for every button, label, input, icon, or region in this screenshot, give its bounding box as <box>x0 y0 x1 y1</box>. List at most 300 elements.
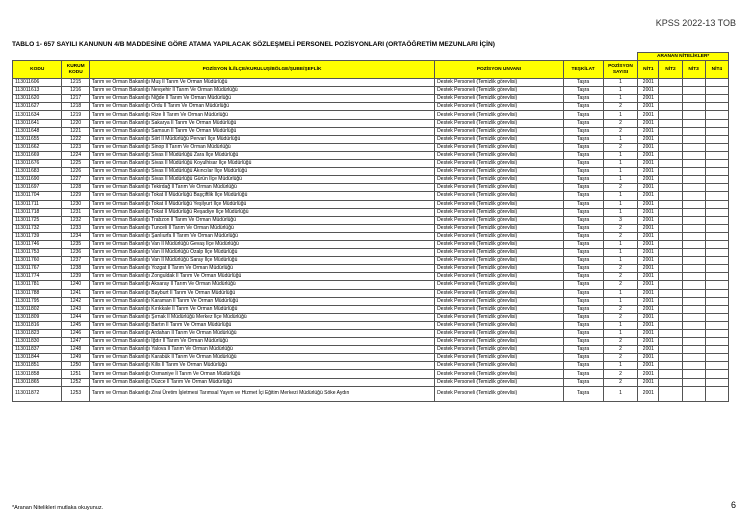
cell-empty <box>659 249 682 257</box>
table-row <box>13 321 729 329</box>
page-number: 6 <box>730 500 736 510</box>
cell-nit1: 2001 <box>638 224 659 232</box>
cell-empty <box>705 338 728 346</box>
cell-empty <box>705 224 728 232</box>
cell-organization: Taşra <box>563 143 603 151</box>
cell-organization: Taşra <box>563 305 603 313</box>
cell-organization: Taşra <box>563 160 603 168</box>
cell-empty <box>682 354 705 362</box>
cell-institution-code: 1252 <box>62 378 89 386</box>
cell-code: 113011865 <box>13 378 62 386</box>
cell-empty <box>705 87 728 95</box>
column-header: POZİSYON SAYISI <box>603 61 638 79</box>
cell-empty <box>705 354 728 362</box>
cell-position-count: 1 <box>603 297 638 305</box>
cell-organization: Taşra <box>563 127 603 135</box>
cell-code: 113011683 <box>13 168 62 176</box>
cell-position-title: Destek Personeli (Temizlik görevlisi) <box>435 321 563 329</box>
cell-nit1: 2001 <box>638 216 659 224</box>
cell-position-location: Tarım ve Orman Bakanlığı Zirai Üretim İşletmesi Tarımsal Yayım ve Hizmet İçi Eğitim Merkezi Müdürlüğü Söke Aydın <box>89 386 434 401</box>
cell-position-title: Destek Personeli (Temizlik görevlisi) <box>435 313 563 321</box>
cell-empty <box>659 305 682 313</box>
table-row <box>13 249 729 257</box>
cell-nit1: 2001 <box>638 257 659 265</box>
column-header: NİT2 <box>659 61 682 79</box>
cell-empty <box>705 249 728 257</box>
table-row <box>13 354 729 362</box>
cell-position-title: Destek Personeli (Temizlik görevlisi) <box>435 79 563 87</box>
table-row <box>13 111 729 119</box>
table-row <box>13 232 729 240</box>
cell-empty <box>705 313 728 321</box>
table-row <box>13 305 729 313</box>
column-header: TEŞKİLAT <box>563 61 603 79</box>
cell-empty <box>659 370 682 378</box>
cell-empty <box>659 200 682 208</box>
cell-nit1: 2001 <box>638 200 659 208</box>
cell-empty <box>659 176 682 184</box>
cell-position-count: 1 <box>603 386 638 401</box>
cell-position-location: Tarım ve Orman Bakanlığı Trabzon İl Tarım Ve Orman Müdürlüğü <box>89 216 434 224</box>
cell-institution-code: 1235 <box>62 240 89 248</box>
cell-institution-code: 1227 <box>62 176 89 184</box>
cell-empty <box>705 160 728 168</box>
cell-position-count: 2 <box>603 224 638 232</box>
cell-institution-code: 1229 <box>62 192 89 200</box>
cell-position-location: Tarım ve Orman Bakanlığı Kırıkkale İl Tarım Ve Orman Müdürlüğü <box>89 305 434 313</box>
table-row <box>13 176 729 184</box>
cell-organization: Taşra <box>563 354 603 362</box>
cell-position-title: Destek Personeli (Temizlik görevlisi) <box>435 330 563 338</box>
cell-nit1: 2001 <box>638 289 659 297</box>
cell-position-count: 1 <box>603 321 638 329</box>
column-header: KURUM KODU <box>62 61 89 79</box>
cell-empty <box>705 168 728 176</box>
table-row <box>13 184 729 192</box>
document-code: KPSS 2022-13 TOB <box>655 18 736 28</box>
cell-code: 113011613 <box>13 87 62 95</box>
cell-empty <box>682 79 705 87</box>
table-body <box>13 79 729 402</box>
cell-empty <box>659 354 682 362</box>
cell-position-location: Tarım ve Orman Bakanlığı Sivas İl Müdürlüğü Zara İlçe Müdürlüğü <box>89 151 434 159</box>
column-header: NİT3 <box>682 61 705 79</box>
cell-organization: Taşra <box>563 378 603 386</box>
cell-institution-code: 1230 <box>62 200 89 208</box>
cell-empty <box>682 240 705 248</box>
cell-position-count: 1 <box>603 200 638 208</box>
table-row <box>13 135 729 143</box>
table-row <box>13 338 729 346</box>
cell-position-count: 2 <box>603 346 638 354</box>
cell-nit1: 2001 <box>638 386 659 401</box>
table-row <box>13 208 729 216</box>
cell-code: 113011697 <box>13 184 62 192</box>
cell-empty <box>682 305 705 313</box>
cell-empty <box>659 297 682 305</box>
cell-empty <box>659 87 682 95</box>
cell-code: 113011851 <box>13 362 62 370</box>
cell-position-title: Destek Personeli (Temizlik görevlisi) <box>435 289 563 297</box>
cell-position-location: Tarım ve Orman Bakanlığı Kilis İl Tarım Ve Orman Müdürlüğü <box>89 362 434 370</box>
cell-code: 113011788 <box>13 289 62 297</box>
cell-institution-code: 1237 <box>62 257 89 265</box>
cell-code: 113011690 <box>13 176 62 184</box>
cell-code: 113011816 <box>13 321 62 329</box>
cell-empty <box>682 330 705 338</box>
cell-empty <box>659 257 682 265</box>
cell-organization: Taşra <box>563 386 603 401</box>
cell-code: 113011802 <box>13 305 62 313</box>
cell-institution-code: 1225 <box>62 160 89 168</box>
cell-code: 113011858 <box>13 370 62 378</box>
cell-position-count: 1 <box>603 192 638 200</box>
cell-code: 113011795 <box>13 297 62 305</box>
cell-position-title: Destek Personeli (Temizlik görevlisi) <box>435 151 563 159</box>
cell-position-title: Destek Personeli (Temizlik görevlisi) <box>435 370 563 378</box>
table-row <box>13 289 729 297</box>
cell-institution-code: 1219 <box>62 111 89 119</box>
cell-empty <box>682 200 705 208</box>
cell-empty <box>705 273 728 281</box>
cell-nit1: 2001 <box>638 87 659 95</box>
cell-position-title: Destek Personeli (Temizlik görevlisi) <box>435 232 563 240</box>
cell-nit1: 2001 <box>638 249 659 257</box>
cell-empty <box>659 184 682 192</box>
cell-institution-code: 1251 <box>62 370 89 378</box>
cell-empty <box>682 346 705 354</box>
table-row <box>13 224 729 232</box>
cell-position-title: Destek Personeli (Temizlik görevlisi) <box>435 111 563 119</box>
cell-organization: Taşra <box>563 249 603 257</box>
cell-empty <box>705 151 728 159</box>
cell-organization: Taşra <box>563 119 603 127</box>
cell-empty <box>682 249 705 257</box>
cell-organization: Taşra <box>563 224 603 232</box>
cell-organization: Taşra <box>563 135 603 143</box>
cell-empty <box>682 265 705 273</box>
cell-position-location: Tarım ve Orman Bakanlığı Iğdır İl Tarım Ve Orman Müdürlüğü <box>89 338 434 346</box>
cell-code: 113011655 <box>13 135 62 143</box>
cell-position-location: Tarım ve Orman Bakanlığı Sivas İl Müdürlüğü Koyulhisar İlçe Müdürlüğü <box>89 160 434 168</box>
cell-position-count: 2 <box>603 305 638 313</box>
cell-position-location: Tarım ve Orman Bakanlığı Muş İl Tarım Ve Orman Müdürlüğü <box>89 79 434 87</box>
cell-position-title: Destek Personeli (Temizlik görevlisi) <box>435 135 563 143</box>
cell-empty <box>682 362 705 370</box>
table-row <box>13 265 729 273</box>
cell-position-title: Destek Personeli (Temizlik görevlisi) <box>435 338 563 346</box>
cell-organization: Taşra <box>563 208 603 216</box>
table-row <box>13 192 729 200</box>
cell-institution-code: 1232 <box>62 216 89 224</box>
cell-nit1: 2001 <box>638 103 659 111</box>
cell-position-count: 2 <box>603 127 638 135</box>
cell-nit1: 2001 <box>638 119 659 127</box>
cell-position-location: Tarım ve Orman Bakanlığı Tokat İl Müdürlüğü Başçiftlik İlçe Müdürlüğü <box>89 192 434 200</box>
cell-organization: Taşra <box>563 281 603 289</box>
cell-position-location: Tarım ve Orman Bakanlığı Yalova İl Tarım Ve Orman Müdürlüğü <box>89 346 434 354</box>
cell-institution-code: 1220 <box>62 119 89 127</box>
cell-empty <box>659 281 682 289</box>
cell-empty <box>659 362 682 370</box>
cell-position-count: 1 <box>603 95 638 103</box>
cell-position-location: Tarım ve Orman Bakanlığı Sivas İl Müdürlüğü Gürün İlçe Müdürlüğü <box>89 176 434 184</box>
cell-nit1: 2001 <box>638 127 659 135</box>
cell-code: 113011872 <box>13 386 62 401</box>
cell-institution-code: 1218 <box>62 103 89 111</box>
cell-position-location: Tarım ve Orman Bakanlığı Şanlıurfa İl Tarım Ve Orman Müdürlüğü <box>89 232 434 240</box>
cell-empty <box>705 111 728 119</box>
cell-empty <box>682 192 705 200</box>
cell-empty <box>659 378 682 386</box>
cell-organization: Taşra <box>563 87 603 95</box>
cell-empty <box>659 346 682 354</box>
cell-position-location: Tarım ve Orman Bakanlığı Nevşehir İl Tarım Ve Orman Müdürlüğü <box>89 87 434 95</box>
cell-empty <box>659 160 682 168</box>
cell-code: 113011718 <box>13 208 62 216</box>
cell-institution-code: 1223 <box>62 143 89 151</box>
cell-organization: Taşra <box>563 216 603 224</box>
cell-position-count: 2 <box>603 119 638 127</box>
cell-position-count: 1 <box>603 135 638 143</box>
cell-organization: Taşra <box>563 370 603 378</box>
cell-empty <box>705 378 728 386</box>
cell-organization: Taşra <box>563 346 603 354</box>
cell-position-title: Destek Personeli (Temizlik görevlisi) <box>435 305 563 313</box>
cell-position-count: 1 <box>603 111 638 119</box>
cell-position-location: Tarım ve Orman Bakanlığı Van İl Müdürlüğü Gevaş İlçe Müdürlüğü <box>89 240 434 248</box>
cell-position-count: 1 <box>603 257 638 265</box>
cell-position-count: 3 <box>603 216 638 224</box>
cell-position-count: 2 <box>603 103 638 111</box>
cell-position-title: Destek Personeli (Temizlik görevlisi) <box>435 127 563 135</box>
cell-position-count: 1 <box>603 330 638 338</box>
cell-position-location: Tarım ve Orman Bakanlığı Ordu İl Tarım Ve Orman Müdürlüğü <box>89 103 434 111</box>
cell-institution-code: 1217 <box>62 95 89 103</box>
cell-organization: Taşra <box>563 297 603 305</box>
cell-empty <box>682 184 705 192</box>
cell-empty <box>705 330 728 338</box>
table-row <box>13 87 729 95</box>
cell-position-count: 2 <box>603 354 638 362</box>
cell-code: 113011781 <box>13 281 62 289</box>
table-row <box>13 257 729 265</box>
cell-position-location: Tarım ve Orman Bakanlığı Ardahan İl Tarım Ve Orman Müdürlüğü <box>89 330 434 338</box>
cell-position-title: Destek Personeli (Temizlik görevlisi) <box>435 143 563 151</box>
cell-position-location: Tarım ve Orman Bakanlığı Yozgat İl Tarım Ve Orman Müdürlüğü <box>89 265 434 273</box>
cell-empty <box>659 240 682 248</box>
cell-institution-code: 1242 <box>62 297 89 305</box>
cell-position-title: Destek Personeli (Temizlik görevlisi) <box>435 386 563 401</box>
cell-position-count: 2 <box>603 378 638 386</box>
cell-empty <box>705 265 728 273</box>
table-row <box>13 127 729 135</box>
cell-empty <box>682 232 705 240</box>
cell-position-count: 2 <box>603 265 638 273</box>
cell-organization: Taşra <box>563 192 603 200</box>
table-row <box>13 281 729 289</box>
cell-empty <box>705 281 728 289</box>
cell-nit1: 2001 <box>638 321 659 329</box>
cell-institution-code: 1241 <box>62 289 89 297</box>
cell-position-count: 2 <box>603 232 638 240</box>
cell-nit1: 2001 <box>638 330 659 338</box>
cell-empty <box>659 95 682 103</box>
cell-code: 113011676 <box>13 160 62 168</box>
cell-empty <box>659 386 682 401</box>
footer-note: *Aranan Nitelikleri mutlaka okuyunuz. <box>12 505 104 511</box>
cell-position-title: Destek Personeli (Temizlik görevlisi) <box>435 119 563 127</box>
cell-position-title: Destek Personeli (Temizlik görevlisi) <box>435 273 563 281</box>
cell-nit1: 2001 <box>638 184 659 192</box>
cell-nit1: 2001 <box>638 192 659 200</box>
cell-nit1: 2001 <box>638 273 659 281</box>
cell-nit1: 2001 <box>638 354 659 362</box>
cell-position-location: Tarım ve Orman Bakanlığı Sivas İl Müdürlüğü Akıncılar İlçe Müdürlüğü <box>89 168 434 176</box>
cell-empty <box>682 297 705 305</box>
cell-position-count: 1 <box>603 249 638 257</box>
column-header: POZİSYON İL/İLÇE/KURULUŞ/BÖLGE/ŞUBE/ŞEFLİK <box>89 61 434 79</box>
cell-empty <box>705 257 728 265</box>
table-row <box>13 386 729 401</box>
cell-empty <box>659 273 682 281</box>
cell-position-title: Destek Personeli (Temizlik görevlisi) <box>435 184 563 192</box>
cell-empty <box>659 168 682 176</box>
table-row <box>13 143 729 151</box>
cell-empty <box>705 184 728 192</box>
cell-position-title: Destek Personeli (Temizlik görevlisi) <box>435 265 563 273</box>
cell-empty <box>682 208 705 216</box>
cell-code: 113011746 <box>13 240 62 248</box>
cell-institution-code: 1253 <box>62 386 89 401</box>
cell-position-count: 1 <box>603 160 638 168</box>
table-row <box>13 95 729 103</box>
cell-code: 113011620 <box>13 95 62 103</box>
cell-organization: Taşra <box>563 313 603 321</box>
cell-nit1: 2001 <box>638 362 659 370</box>
cell-nit1: 2001 <box>638 338 659 346</box>
cell-position-location: Tarım ve Orman Bakanlığı Sinop İl Tarım Ve Orman Müdürlüğü <box>89 143 434 151</box>
table-row <box>13 103 729 111</box>
cell-institution-code: 1250 <box>62 362 89 370</box>
cell-institution-code: 1240 <box>62 281 89 289</box>
cell-organization: Taşra <box>563 111 603 119</box>
cell-organization: Taşra <box>563 200 603 208</box>
cell-empty <box>705 119 728 127</box>
cell-empty <box>659 119 682 127</box>
cell-position-location: Tarım ve Orman Bakanlığı Siirt İl Müdürlüğü Pervari İlçe Müdürlüğü <box>89 135 434 143</box>
cell-nit1: 2001 <box>638 265 659 273</box>
cell-empty <box>682 127 705 135</box>
cell-nit1: 2001 <box>638 151 659 159</box>
cell-nit1: 2001 <box>638 313 659 321</box>
cell-organization: Taşra <box>563 289 603 297</box>
table-row <box>13 168 729 176</box>
cell-empty <box>659 79 682 87</box>
cell-organization: Taşra <box>563 232 603 240</box>
cell-organization: Taşra <box>563 168 603 176</box>
cell-position-count: 1 <box>603 79 638 87</box>
cell-position-title: Destek Personeli (Temizlik görevlisi) <box>435 378 563 386</box>
cell-code: 113011844 <box>13 354 62 362</box>
cell-institution-code: 1228 <box>62 184 89 192</box>
cell-organization: Taşra <box>563 338 603 346</box>
cell-empty <box>682 160 705 168</box>
table-row <box>13 330 729 338</box>
cell-nit1: 2001 <box>638 168 659 176</box>
cell-institution-code: 1249 <box>62 354 89 362</box>
cell-nit1: 2001 <box>638 208 659 216</box>
cell-empty <box>682 313 705 321</box>
cell-organization: Taşra <box>563 184 603 192</box>
table-row <box>13 378 729 386</box>
cell-position-location: Tarım ve Orman Bakanlığı Karabük İl Tarım Ve Orman Müdürlüğü <box>89 354 434 362</box>
table-row <box>13 79 729 87</box>
cell-position-location: Tarım ve Orman Bakanlığı Düzce İl Tarım Ve Orman Müdürlüğü <box>89 378 434 386</box>
cell-position-title: Destek Personeli (Temizlik görevlisi) <box>435 87 563 95</box>
cell-position-title: Destek Personeli (Temizlik görevlisi) <box>435 346 563 354</box>
cell-institution-code: 1239 <box>62 273 89 281</box>
cell-empty <box>659 127 682 135</box>
cell-empty <box>659 321 682 329</box>
table-row <box>13 297 729 305</box>
cell-code: 113011830 <box>13 338 62 346</box>
cell-organization: Taşra <box>563 79 603 87</box>
cell-empty <box>682 111 705 119</box>
cell-position-title: Destek Personeli (Temizlik görevlisi) <box>435 249 563 257</box>
cell-empty <box>705 297 728 305</box>
cell-position-location: Tarım ve Orman Bakanlığı Samsun İl Tarım Ve Orman Müdürlüğü <box>89 127 434 135</box>
cell-position-count: 1 <box>603 289 638 297</box>
cell-empty <box>682 321 705 329</box>
cell-empty <box>659 265 682 273</box>
cell-institution-code: 1244 <box>62 313 89 321</box>
cell-position-title: Destek Personeli (Temizlik görevlisi) <box>435 192 563 200</box>
cell-code: 113011725 <box>13 216 62 224</box>
required-qualifications-header: ARANAN NİTELİKLER* <box>638 53 729 61</box>
cell-empty <box>705 200 728 208</box>
column-header: NİT1 <box>638 61 659 79</box>
positions-table <box>12 52 729 402</box>
cell-nit1: 2001 <box>638 378 659 386</box>
cell-institution-code: 1234 <box>62 232 89 240</box>
cell-position-location: Tarım ve Orman Bakanlığı Van İl Müdürlüğü Saray İlçe Müdürlüğü <box>89 257 434 265</box>
cell-code: 113011823 <box>13 330 62 338</box>
cell-code: 113011627 <box>13 103 62 111</box>
cell-position-title: Destek Personeli (Temizlik görevlisi) <box>435 200 563 208</box>
cell-empty <box>705 143 728 151</box>
cell-empty <box>705 216 728 224</box>
cell-empty <box>682 289 705 297</box>
cell-empty <box>659 135 682 143</box>
cell-position-location: Tarım ve Orman Bakanlığı Tunceli İl Tarım Ve Orman Müdürlüğü <box>89 224 434 232</box>
cell-empty <box>682 386 705 401</box>
cell-empty <box>682 143 705 151</box>
cell-empty <box>705 176 728 184</box>
cell-empty <box>659 330 682 338</box>
cell-empty <box>682 257 705 265</box>
cell-empty <box>705 208 728 216</box>
cell-institution-code: 1238 <box>62 265 89 273</box>
cell-nit1: 2001 <box>638 79 659 87</box>
cell-organization: Taşra <box>563 330 603 338</box>
cell-empty <box>659 232 682 240</box>
cell-empty <box>705 192 728 200</box>
cell-empty <box>659 208 682 216</box>
cell-institution-code: 1216 <box>62 87 89 95</box>
cell-empty <box>659 151 682 159</box>
cell-empty <box>705 370 728 378</box>
